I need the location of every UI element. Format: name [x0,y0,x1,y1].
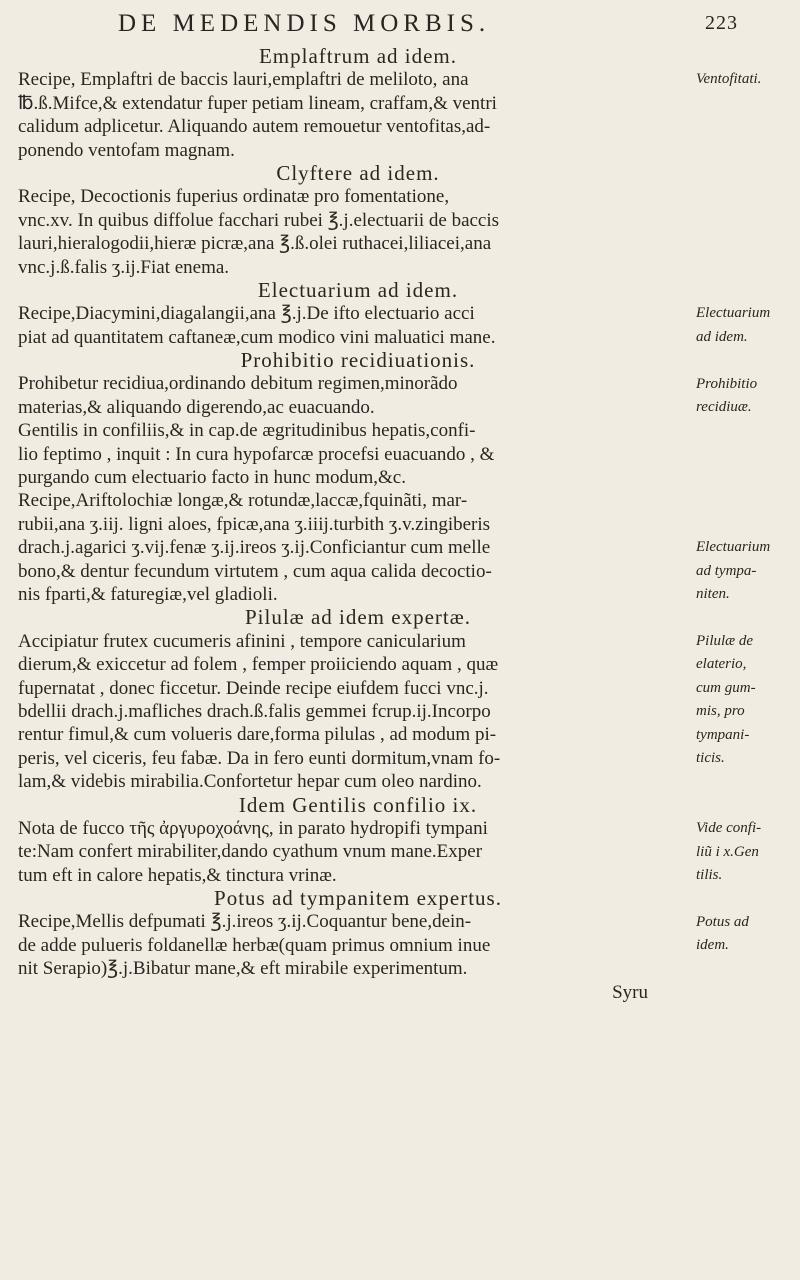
section-heading: Prohibitio recidiuationis. [240,348,476,373]
marginal-note: elaterio, [696,656,747,673]
text-line: Recipe,Diacymini,diagalangii,ana ℥.j.De ifto electuario acci [18,303,475,325]
text-line: rentur fimul,& cum volueris dare,forma pilulas , ad modum pi- [18,724,497,746]
section-heading: Potus ad tympanitem expertus. [214,886,502,911]
text-line: te:Nam confert mirabiliter,dando cyathum vnum mane.Exper [18,841,483,863]
marginal-note: niten. [696,586,730,603]
text-line: lam,& videbis mirabilia.Confortetur hepar cum oleo nardino. [18,771,482,793]
text-line: peris, vel ciceris, feu fabæ. Da in fero eunti dormitum,vnam fo- [18,747,501,769]
text-line: de adde pulueris foldanellæ herbæ(quam primus omnium inue [18,934,491,956]
text-line: ℔.ß.Mifce,& extendatur fuper petiam lineam, craffam,& ventri [18,92,497,114]
section-heading: Pilulæ ad idem expertæ. [245,605,471,630]
text-line: Nota de fucco τῆς ἀργυροχοάνης, in parato hydropifi tympani [18,817,488,839]
text-line: materias,& aliquando digerendo,ac euacuando. [18,396,375,418]
text-line: lauri,hieralogodii,hieræ picræ,ana ℥.ß.olei ruthacei,liliacei,ana [18,233,492,255]
text-line: piat ad quantitatem caftaneæ,cum modico vini maluatici mane. [18,326,496,348]
text-line: vnc.xv. In quibus diffolue facchari rubei ℥.j.electuarii de baccis [18,209,500,231]
text-line: tum eft in calore hepatis,& tinctura vrinæ. [18,864,337,886]
marginal-note: cum gum- [696,679,756,696]
text-line: rubii,ana ʒ.iij. ligni aloes, fpicæ,ana ʒ.iiij.turbith ʒ.v.zingiberis [18,513,491,535]
text-line: Recipe, Decoctionis fuperius ordinatæ pro fomentatione, [18,186,450,208]
text-line: Recipe,Ariftolochiæ longæ,& rotundæ,laccæ,fquinãti, mar- [18,490,468,512]
marginal-note: Ventofitati. [696,71,762,88]
main-text-column [18,45,698,1004]
text-line: dierum,& exiccetur ad folem , femper proiiciendo aquam , quæ [18,654,499,676]
text-line: nit Serapio)℥.j.Bibatur mane,& eft mirabile experimentum. [18,958,468,980]
marginal-note: tympani- [696,726,750,743]
text-line: drach.j.agarici ʒ.vij.fenæ ʒ.ij.ireos ʒ.ij.Conficiantur cum melle [18,537,491,559]
text-line: Accipiatur frutex cucumeris afinini , tempore canicularium [18,630,466,652]
text-line: Recipe,Mellis defpumati ℥.j.ireos ʒ.ij.Coquantur bene,dein- [18,911,472,933]
marginal-note: Electuarium [696,305,771,322]
text-line: bono,& dentur fecundum virtutem , cum aqua calida decoctio- [18,560,492,582]
marginal-note: Vide confi- [696,820,762,837]
marginal-note: ad tympa- [696,562,757,579]
catchword: Syru [612,981,648,1003]
marginal-note: Potus ad [696,913,749,930]
text-line: Recipe, Emplaftri de baccis lauri,emplaftri de meliloto, ana [18,69,469,91]
text-line: fupernatat , donec ficcetur. Deinde recipe eiufdem fucci vnc.j. [18,677,489,699]
text-line: purgando cum electuario facto in hunc modum,&c. [18,467,406,489]
text-line: Gentilis in confiliis,& in cap.de ægritudinibus hepatis,confi- [18,420,476,442]
section-heading: Emplaftrum ad idem. [258,44,458,68]
page-number: 223 [705,12,738,34]
section-heading: Clyftere ad idem. [276,160,440,185]
marginal-note: recidiuæ. [696,399,752,415]
marginal-note: Prohibitio [696,375,758,392]
section-heading: Electuarium ad idem. [257,277,459,302]
marginal-note: liũ i x.Gen [696,843,759,860]
marginal-note: Pilulæ de [696,633,754,649]
marginal-note: idem. [696,937,729,954]
marginal-note: ad idem. [696,328,748,345]
section-heading: Idem Gentilis confilio ix. [238,792,478,817]
running-title: DE MEDENDIS MORBIS. [118,10,491,37]
text-line: lio feptimo , inquit : In cura hypofarcæ procefsi euacuando , & [18,443,495,465]
running-header [118,10,738,44]
text-line: Prohibetur recidiua,ordinando debitum regimen,minorãdo [18,373,458,395]
text-line: vnc.j.ß.falis ʒ.ij.Fiat enema. [18,256,230,278]
text-line: calidum adplicetur. Aliquando autem remouetur ventofitas,ad- [18,116,491,138]
text-line: nis fparti,& faturegiæ,vel gladioli. [18,583,278,605]
marginal-note: mis, pro [696,703,745,720]
text-line: ponendo ventofam magnam. [18,139,235,161]
marginal-note: Electuarium [696,539,771,556]
marginal-note: tilis. [696,867,723,883]
marginal-note: ticis. [696,750,725,766]
text-line: bdellii drach.j.mafliches drach.ß.falis gemmei fcrup.ij.Incorpo [18,700,491,722]
